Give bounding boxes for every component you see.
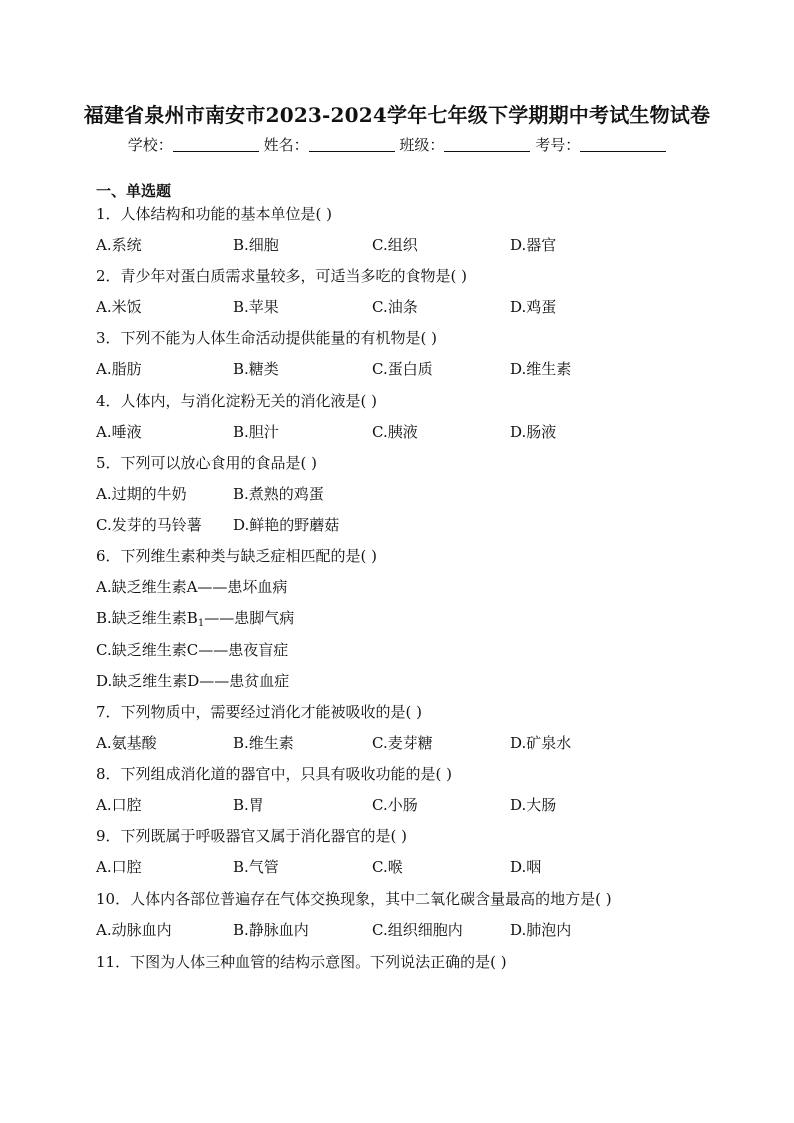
question-3-option-b: B.糖类 <box>233 360 279 378</box>
question-2-option-b: B.苹果 <box>233 298 279 316</box>
question-6-option-b-text: B.缺乏维生素B <box>96 609 198 627</box>
name-blank[interactable] <box>309 136 395 152</box>
question-1-option-b: B.细胞 <box>233 236 279 254</box>
question-10-option-a: A.动脉血内 <box>96 921 172 939</box>
question-5-option-b: B.煮熟的鸡蛋 <box>233 485 324 503</box>
question-7-option-b: B.维生素 <box>233 734 294 752</box>
school-label: 学校： <box>127 136 173 154</box>
question-1-option-a: A.系统 <box>96 236 142 254</box>
question-7-stem: 7．下列物质中，需要经过消化才能被吸收的是( ) <box>96 703 423 721</box>
question-6-option-c: C.缺乏维生素C——患夜盲症 <box>96 641 289 659</box>
question-6-option-a: A.缺乏维生素A——患坏血病 <box>96 578 288 596</box>
question-5-stem: 5．下列可以放心食用的食品是( ) <box>96 454 318 472</box>
question-2-option-d: D.鸡蛋 <box>510 298 557 316</box>
question-4-stem: 4．人体内，与消化淀粉无关的消化液是( ) <box>96 392 378 410</box>
question-2-stem: 2．青少年对蛋白质需求量较多，可适当多吃的食物是( ) <box>96 267 468 285</box>
question-5-option-d: D.鲜艳的野蘑菇 <box>233 516 340 534</box>
question-8-option-b: B.胃 <box>233 796 264 814</box>
question-8-option-a: A.口腔 <box>96 796 142 814</box>
question-6-option-b-subscript: 1 <box>197 618 205 629</box>
question-8-stem: 8．下列组成消化道的器官中，只具有吸收功能的是( ) <box>96 765 453 783</box>
question-4-option-a: A.唾液 <box>96 423 142 441</box>
question-5-option-c: C.发芽的马铃薯 <box>96 516 202 534</box>
question-3-stem: 3．下列不能为人体生命活动提供能量的有机物是( ) <box>96 329 438 347</box>
question-9-option-b: B.气管 <box>233 858 279 876</box>
question-3-option-a: A.脂肪 <box>96 360 142 378</box>
exam-number-label: 考号： <box>535 136 581 154</box>
question-1-option-c: C.组织 <box>372 236 418 254</box>
question-7-option-c: C.麦芽糖 <box>372 734 433 752</box>
question-11-stem: 11．下图为人体三种血管的结构示意图。下列说法正确的是( ) <box>96 953 507 971</box>
question-9-option-c: C.喉 <box>372 858 403 876</box>
question-4-option-c: C.胰液 <box>372 423 418 441</box>
exam-title: 福建省泉州市南安市2023-2024学年七年级下学期期中考试生物试卷 <box>83 103 711 127</box>
class-blank[interactable] <box>444 136 530 152</box>
question-7-option-a: A.氨基酸 <box>96 734 157 752</box>
question-1-option-d: D.器官 <box>510 236 557 254</box>
question-6-option-d: D.缺乏维生素D——患贫血症 <box>96 672 290 690</box>
question-6-option-b-disease: ——患脚气病 <box>204 609 295 627</box>
question-9-option-d: D.咽 <box>510 858 542 876</box>
question-10-stem: 10．人体内各部位普遍存在气体交换现象，其中二氧化碳含量最高的地方是( ) <box>96 890 612 908</box>
exam-number-blank[interactable] <box>580 136 666 152</box>
question-8-option-c: C.小肠 <box>372 796 418 814</box>
question-4-option-d: D.肠液 <box>510 423 557 441</box>
school-blank[interactable] <box>173 136 259 152</box>
question-1-stem: 1．人体结构和功能的基本单位是( ) <box>96 205 333 223</box>
class-label: 班级： <box>399 136 445 154</box>
question-10-option-b: B.静脉血内 <box>233 921 309 939</box>
question-10-option-c: C.组织细胞内 <box>372 921 463 939</box>
question-8-option-d: D.大肠 <box>510 796 557 814</box>
question-9-stem: 9．下列既属于呼吸器官又属于消化器官的是( ) <box>96 827 408 845</box>
section-heading: 一、单选题 <box>96 182 172 200</box>
question-6-stem: 6．下列维生素种类与缺乏症相匹配的是( ) <box>96 547 378 565</box>
question-9-option-a: A.口腔 <box>96 858 142 876</box>
question-3-option-d: D.维生素 <box>510 360 572 378</box>
name-label: 姓名： <box>263 136 309 154</box>
student-info-row <box>0 134 794 156</box>
question-7-option-d: D.矿泉水 <box>510 734 572 752</box>
question-2-option-a: A.米饭 <box>96 298 142 316</box>
question-4-option-b: B.胆汁 <box>233 423 279 441</box>
question-10-option-d: D.肺泡内 <box>510 921 572 939</box>
question-2-option-c: C.油条 <box>372 298 418 316</box>
question-3-option-c: C.蛋白质 <box>372 360 433 378</box>
question-6-option-b <box>96 607 294 629</box>
question-5-option-a: A.过期的牛奶 <box>96 485 187 503</box>
